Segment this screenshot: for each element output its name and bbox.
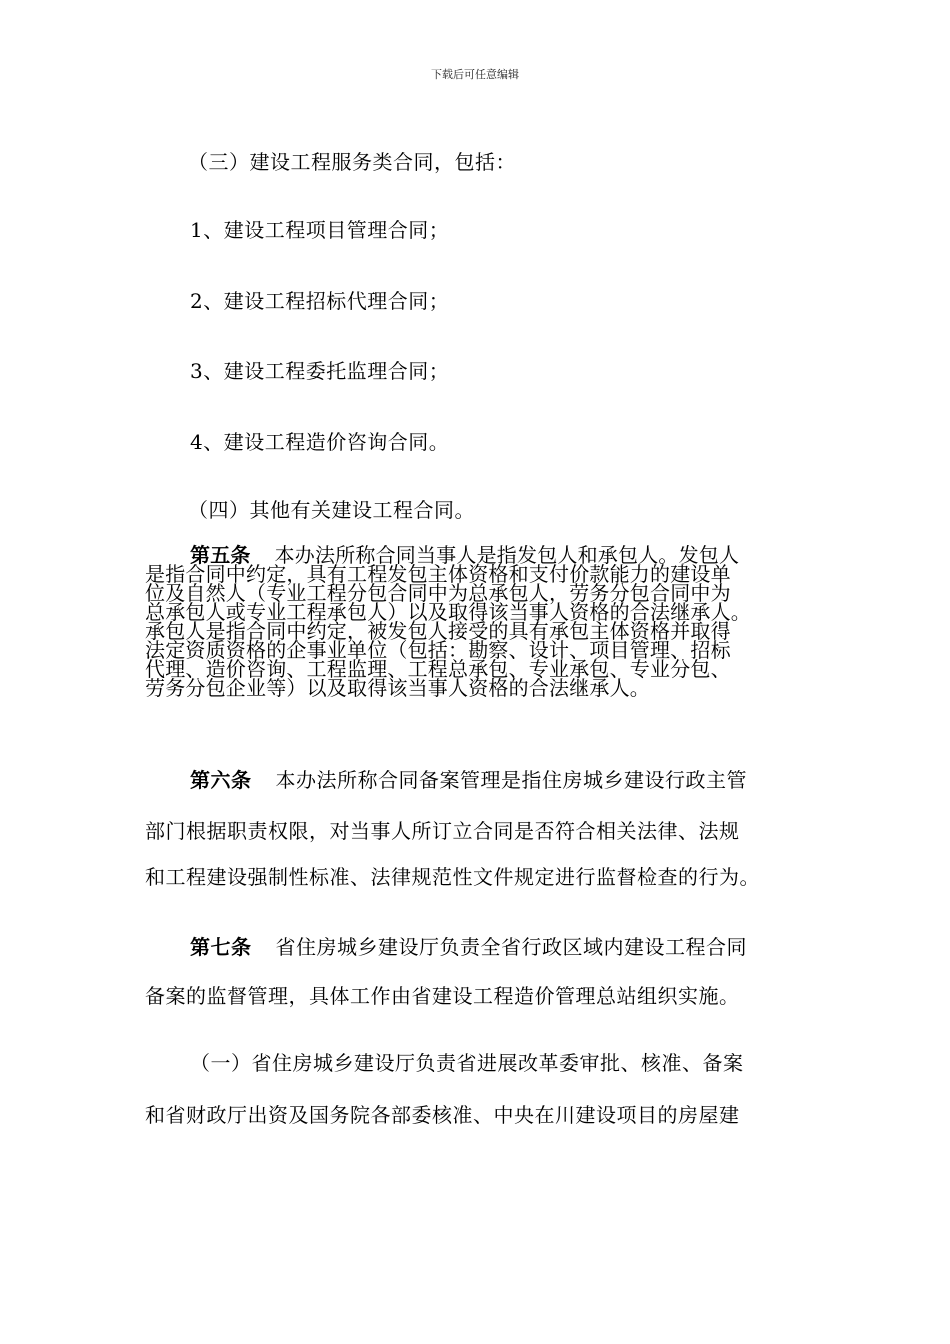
article-5-line: 法定资质资格的企事业单位（包括：勘察、设计、项目管理、招标 xyxy=(145,638,731,662)
list-item: 1、建设工程项目管理合同； xyxy=(190,218,450,242)
article-5-line: 承包人是指合同中约定，被发包人接受的具有承包主体资格并取得 xyxy=(145,619,731,643)
page-header: 下载后可任意编辑 xyxy=(431,68,519,81)
service-contracts-heading: （三）建设工程服务类合同，包括： xyxy=(188,150,516,174)
article-5-line: 代理、造价咨询、工程监理、工程总承包、专业承包、专业分包、 xyxy=(145,657,731,681)
article-6-line: 部门根据职责权限，对当事人所订立合同是否符合相关法律、法规 xyxy=(145,819,740,843)
article-7-label: 第七条 xyxy=(190,935,252,959)
article-7-first-line xyxy=(190,931,747,960)
list-item: 3、建设工程委托监理合同； xyxy=(190,359,450,383)
article-6-first-line xyxy=(190,764,747,793)
article-5-line: 是指合同中约定，具有工程发包主体资格和支付价款能力的建设单 xyxy=(145,562,731,586)
clause-1-line: （一）省住房城乡建设厅负责省进展改革委审批、核准、备案 xyxy=(190,1051,744,1075)
article-6-line: 和工程建设强制性标准、法律规范性文件规定进行监督检查的行为。 xyxy=(145,865,760,889)
clause-1-line: 和省财政厅出资及国务院各部委核准、中央在川建设项目的房屋建 xyxy=(145,1103,740,1127)
article-5-paragraph xyxy=(145,543,810,700)
list-item: 4、建设工程造价咨询合同。 xyxy=(190,430,450,454)
article-7-text: 省住房城乡建设厅负责全省行政区域内建设工程合同 xyxy=(275,935,747,959)
article-5-line: 总承包人或专业工程承包人）以及取得该当事人资格的合法继承人。 xyxy=(145,600,751,624)
other-contracts-heading: （四）其他有关建设工程合同。 xyxy=(188,498,475,522)
article-5-line: 本办法所称合同当事人是指发包人和承包人。发包人 xyxy=(274,543,740,567)
article-6-text: 本办法所称合同备案管理是指住房城乡建设行政主管 xyxy=(275,768,747,792)
article-7-line: 备案的监督管理，具体工作由省建设工程造价管理总站组织实施。 xyxy=(145,984,740,1008)
list-item: 2、建设工程招标代理合同； xyxy=(190,289,450,313)
article-6-label: 第六条 xyxy=(190,768,252,792)
article-5-line: 劳务分包企业等）以及取得该当事人资格的合法继承人。 xyxy=(145,676,650,700)
article-5-line: 位及自然人（专业工程分包合同中为总承包人，劳务分包合同中为 xyxy=(145,581,731,605)
article-5-label: 第五条 xyxy=(190,543,251,567)
